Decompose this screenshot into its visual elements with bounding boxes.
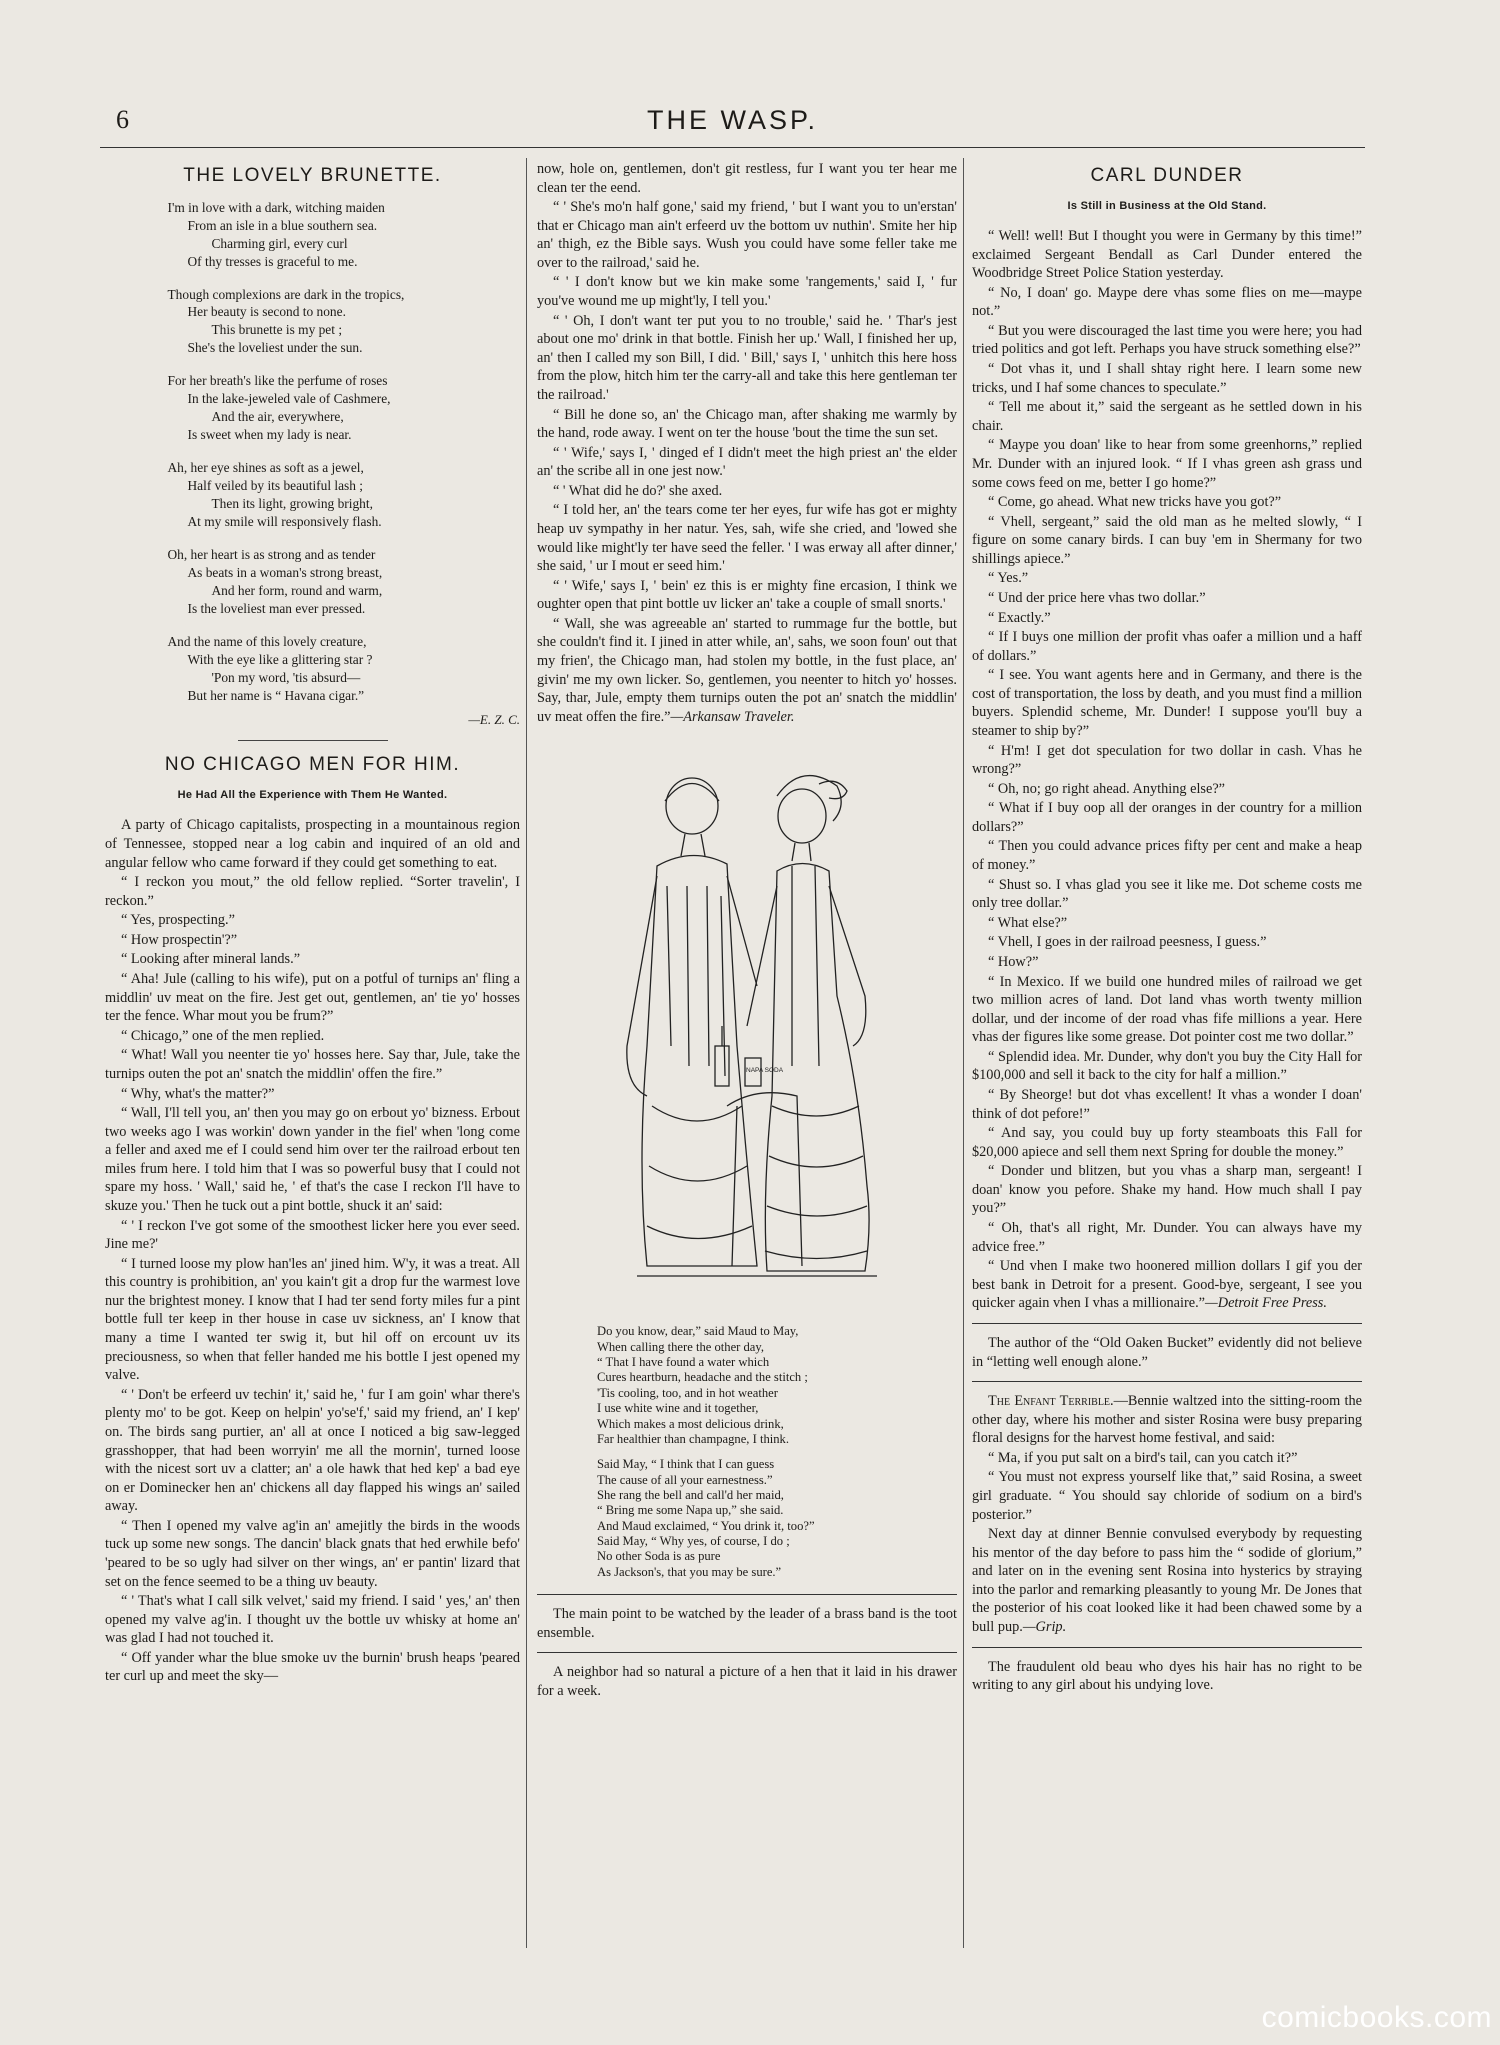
paragraph: “ Ma, if you put salt on a bird's tail, can you catch it?” [988, 1449, 1298, 1466]
article-body-continued [537, 160, 957, 726]
paragraph: “ Wall, she was agreeable an' started to rummage fur the bottle, but she couldn't find it. I jined in atter while, an', sahs, we soon foun' out that my frien', the Chicago man, had stolen my bottle, in the fust place, an' givin' me my own licker. So, gentlemen, you neenter to hitch yo' hosses. Say, thar, Jule, empty them turnips outen the pot an' snatch the middlin' uv meat offen the fire.”—Arkansaw Traveler. [537, 615, 957, 725]
poem-line: Her beauty is second to none. [187, 304, 346, 320]
paragraph: “ Shust so. I vhas glad you see it like me. Dot scheme costs me only tree dollar.” [972, 876, 1362, 912]
poem-line: 'Tis cooling, too, and in hot weather [597, 1385, 778, 1400]
divider [238, 740, 388, 741]
paragraph: “ What if I buy oop all der oranges in der country for a million dollars?” [972, 800, 1362, 835]
paragraph: “ In Mexico. If we build one hundred miles of railroad we get two million acres of land. Dot land vhas worth twenty million dollar, und der income of der road vhas fife millions a year. Here vhas der figures like some grease. Dot pointer cost me two dollar.” [972, 973, 1362, 1046]
column-rule [526, 158, 527, 1948]
paragraph: “ Exactly.” [988, 609, 1051, 626]
poem-line: Though complexions are dark in the tropics, [167, 286, 405, 302]
poem-line: At my smile will responsively flash. [187, 513, 382, 529]
poem-line: Of thy tresses is graceful to me. [187, 253, 358, 269]
source-credit: —Detroit Free Press. [1205, 1295, 1327, 1312]
paragraph: “ Maype you doan' like to hear from some greenhorns,” replied Mr. Dunder with an injured look. “ If I vhas green ash grass und some cows feed on me, better I go home?” [972, 437, 1362, 491]
poem-line: Said May, “ I think that I can guess [597, 1457, 775, 1472]
paragraph: “ Dot vhas it, und I shall shtay right here. I learn some new tricks, und I haf some chances to speculate.” [972, 361, 1362, 396]
poem-line: Which makes a most delicious drink, [597, 1416, 784, 1431]
poem-line: As Jackson's, that you may be sure.” [597, 1564, 782, 1579]
article-body [972, 227, 1362, 1313]
poem-line: This brunette is my pet ; [211, 322, 343, 338]
paragraph: “ How?” [988, 953, 1039, 970]
paragraph: “ I reckon you mout,” the old fellow replied. “Sorter travelin', I reckon.” [105, 874, 520, 909]
poem-line: For her breath's like the perfume of roses [167, 373, 388, 389]
enfant-lead: The Enfant Terrible. [988, 1393, 1114, 1410]
paragraph: “ Und vhen I make two hoonered million dollars I gif you der best bank in Detroit for a present. Good-bye, sergeant, I see you quicker again vhen I vhas a millionaire.”—Detroit Free Press. [972, 1258, 1362, 1312]
paragraph: “ Splendid idea. Mr. Dunder, why don't you buy the City Hall for $100,000 and sell it back to the city for half a million.” [972, 1048, 1362, 1084]
article-title: CARL DUNDER [1090, 165, 1244, 186]
paragraph: “ Oh, that's all right, Mr. Dunder. You can always have my advice free.” [972, 1220, 1362, 1255]
paragraph: “ ' She's mo'n half gone,' said my friend, ' but I want you to un'erstan' that er Chicago man ain't erfeerd uv the bottom uv nuthin'. Smite her hip an' thigh, ez the Bible says. Wush you could have some feller take me over to the railroad,' said he. [537, 199, 957, 271]
divider [972, 1381, 1362, 1382]
column-2 [537, 160, 957, 1950]
paragraph-oaken-bucket: The author of the “Old Oaken Bucket” evidently did not believe in “letting well enough alone.” [972, 1334, 1362, 1370]
poem-line: But her name is “ Havana cigar.” [187, 687, 365, 703]
enfant-first: —Bennie waltzed into the sitting-room the other day, where his mother and sister Rosina were busy preparing floral designs for the harvest home festival, and said: [972, 1393, 1362, 1447]
paragraph: “ Then you could advance prices fifty per cent and make a heap of money.” [972, 838, 1362, 874]
poem-signature: —E. Z. C. [468, 711, 520, 727]
paragraph: “ I told her, an' the tears come ter her eyes, fur wife has got er mighty heap uv sympathy in her natur. Yes, sah, wife she cried, and 'lowed she would like might'ly ter have seed the feller. ' I was erway all after dinner,' she said, ' ur I mout er seed him.' [537, 502, 957, 575]
poem-line: She's the loveliest under the sun. [187, 340, 363, 356]
poem-line: Then its light, growing bright, [211, 496, 373, 512]
stanza [597, 1324, 897, 1447]
paragraph: “ How prospectin'?” [121, 931, 238, 948]
paragraph: now, hole on, gentlemen, don't git restless, fur I want you ter hear me clean ter the eend. [537, 161, 957, 196]
paragraph: “ What else?” [988, 914, 1068, 931]
paragraph: “ No, I doan' go. Maype dere vhas some flies on me—maype not.” [972, 284, 1362, 320]
poem-line: When calling there the other day, [597, 1339, 765, 1354]
paragraph: “ ' Wife,' says I, ' dinged ef I didn't meet the high priest an' the elder an' the scribe all in one jest now.' [537, 444, 957, 480]
page-header [100, 103, 1365, 148]
column-3 [972, 160, 1362, 1950]
stanza [597, 1457, 897, 1580]
poem-line: I use white wine and it together, [597, 1401, 759, 1416]
paragraph [972, 1525, 1362, 1636]
article-body [105, 816, 520, 1686]
poem-line: Is the loveliest man ever pressed. [187, 600, 366, 616]
paragraph: “ And say, you could buy up forty steamboats this Fall for $20,000 apiece and sell them next Spring for double the money.” [972, 1125, 1362, 1160]
paragraph: “ Come, go ahead. What new tricks have you got?” [988, 494, 1282, 511]
divider [537, 1594, 957, 1595]
poem-line: As beats in a woman's strong breast, [187, 564, 383, 580]
article-subtitle: He Had All the Experience with Them He Wanted. [177, 789, 448, 802]
stanza [168, 372, 458, 444]
poem-line: Charming girl, every curl [211, 235, 348, 251]
poem-line: Half veiled by its beautiful lash ; [187, 478, 364, 494]
poem-title: THE LOVELY BRUNETTE. [183, 165, 442, 186]
paragraph: “ By Sheorge! but dot vhas excellent! It vhas a wonder I doan' think of dot pefore!” [972, 1087, 1362, 1122]
paragraph: “ ' Don't be erfeerd uv techin' it,' said he, ' fur I am goin' whar there's plenty mo' to be got. Keep on helpin' yo'se'f,' said my friend, an' I kep' on. The birds sang purtier, an' all at once I noticed a big saw-legged grasshopper, that had been worryin' me all the mornin', turned loose with the nicest sort uv a clatter; an' a ole hawk that hed kep' a bad eye on er Dominecker hen an' chickens all day flapped his wings an' sailed away. [105, 1386, 520, 1515]
paragraph: “ Wall, I'll tell you, an' then you may go on erbout yo' bizness. Erbout two weeks ago I was workin' down yander in the fiel' when 'long come a feller and axed me ef I could send him over ter the railroad erbout ten miles frum here. I told him that I was so powerful busy that I could not spare my hoss. ' Wall,' said he, ' ef that's the case I reckon I'll have to skuze you.' Then he tuck out a pint bottle, shuck it an' said: [105, 1105, 520, 1214]
divider [972, 1323, 1362, 1324]
paragraph: “ Oh, no; go right ahead. Anything else?” [988, 780, 1226, 797]
poem-lovely-brunette [168, 199, 458, 705]
paragraph: “ If I buys one million der profit vhas oafer a million und a haff of dollars.” [972, 629, 1362, 664]
paragraph: “ Then I opened my valve ag'in an' amejitly the birds in the woods tuck up some new songs. The dancin' black gnats that hed erwhile befo' 'peared to be so ugly had silver on ther wings, an' er pantin' lizard that set on the fence seemed to be a thing uv beauty. [105, 1517, 520, 1590]
poem-line: With the eye like a glittering star ? [187, 651, 373, 667]
paragraph: “ Looking after mineral lands.” [121, 951, 301, 968]
poem-line: Is sweet when my lady is near. [187, 427, 352, 443]
stanza [168, 199, 458, 271]
poem-line: “ Bring me some Napa up,” she said. [597, 1503, 784, 1518]
paragraph: “ ' That's what I call silk velvet,' said my friend. I said ' yes,' an' then opened my valve ag'in. I thought uv the bottle uv whisky at home an' was glad I had not touched it. [105, 1593, 520, 1647]
paragraph: A party of Chicago capitalists, prospecting in a mountainous region of Tennessee, stopped near a log cabin and inquired of an old and angular fellow who came forward if they could get something to eat. [105, 817, 520, 871]
poem-line: Do you know, dear,” said Maud to May, [597, 1324, 799, 1339]
paragraph: “ ' What did he do?' she axed. [553, 482, 723, 499]
paragraph: “ Vhell, I goes in der railroad peesness, I guess.” [988, 934, 1267, 951]
paragraph-beau: The fraudulent old beau who dyes his hair has no right to be writing to any girl about his undying love. [972, 1658, 1362, 1694]
paragraph: “ But you were discouraged the last time you were here; you had tried politics and got left. Perhaps you have struck something else?” [972, 322, 1362, 358]
paragraph: “ Tell me about it,” said the sergeant as he settled down in his chair. [972, 399, 1362, 434]
paragraph-text: Next day at dinner Bennie convulsed everybody by requesting his mentor of the day before to pass him the “ sodide of glorium,” and later on in the evening sent Rosina into hysterics by straying into the parlor and remarking pleasantly to young Mr. De Jones that the posterior of his coat looked like it had been chawed some by a bull pup. [972, 1526, 1362, 1636]
poem-line: Oh, her heart is as strong and as tender [167, 546, 376, 562]
poem-line: “ That I have found a water which [597, 1355, 770, 1370]
paragraph: “ Aha! Jule (calling to his wife), put on a potful of turnips an' fling a middlin' uv meat on the fire. Jest get out, gentlemen, an' tie yo' hosses ter the fence. Whar mout you be frum?” [105, 971, 520, 1025]
poem-line: And the name of this lovely creature, [167, 633, 367, 649]
column-1 [105, 160, 520, 1950]
stanza [168, 459, 458, 531]
paragraph: “ Off yander whar the blue smoke uv the burnin' brush heaps 'peared ter curl up and meet the sky— [105, 1649, 520, 1685]
paragraph: “ Yes.” [988, 570, 1029, 587]
poem-line: Cures heartburn, headache and the stitch ; [597, 1370, 808, 1385]
paragraph: “ Chicago,” one of the men replied. [121, 1027, 325, 1044]
paragraph: “ I turned loose my plow han'les an' jined him. W'y, it was a treat. All this country is prohibition, an' you kain't git a drop fur the warmest love nur the brightest money. I know that I had ter send forty miles fur a pint bottle full ter keep in ther house in case uv sickness, an' I know that many a time I wanted ter swig it, but hil off on ercount uv its preciousness, so when that feller handed me his bottle I jest opened my valve. [105, 1255, 520, 1384]
stanza [168, 286, 458, 358]
poem-line: Ah, her eye shines as soft as a jewel, [167, 460, 364, 476]
poem-line: Far healthier than champagne, I think. [597, 1431, 789, 1446]
paragraph: “ Yes, prospecting.” [121, 912, 235, 929]
poem-line: 'Pon my word, 'tis absurd— [211, 669, 361, 685]
paragraph: “ ' Oh, I don't want ter put you to no trouble,' said he. ' Thar's jest about one mo' drink in that bottle. Finish her up.' Wall, I finished her up, an' then I called my son Bill, I did. ' Bill,' says I, ' unhitch this here hoss from the plow, hitch him ter the carry-all and take this here gentleman ter the railroad.' [537, 312, 957, 403]
paragraph: “ Donder und blitzen, but you vhas a sharp man, sergeant! I doan' know you pefore. Shake my hand. How much shall I pay you?” [972, 1163, 1362, 1217]
poem-line: And the air, everywhere, [211, 409, 344, 425]
two-ladies-illustration [597, 746, 897, 1306]
paragraph: “ ' Wife,' says I, ' bein' ez this is er mighty fine ercasion, I think we oughter open that pint bottle uv licker an' take a couple of small snorts.' [537, 577, 957, 613]
poem-line: No other Soda is as pure [597, 1549, 721, 1564]
paragraph-enfant-terrible [972, 1392, 1362, 1448]
divider [972, 1647, 1362, 1648]
paragraph: “ ' I don't know but we kin make some 'rangements,' said I, ' fur you've wound me up might'ly, I tell you.' [537, 274, 957, 310]
poem-line: In the lake-jeweled vale of Cashmere, [187, 391, 391, 407]
paragraph: “ Well! well! But I thought you were in Germany by this time!” exclaimed Sergeant Bendall as Carl Dunder entered the Woodbridge Street Police Station yesterday. [972, 227, 1362, 282]
poem-line: And her form, round and warm, [211, 582, 383, 598]
page-number: 6 [116, 105, 129, 134]
watermark: comicbooks.com [1261, 2001, 1492, 2034]
poem-line: The cause of all your earnestness.” [597, 1472, 773, 1487]
stanza [168, 633, 458, 705]
bottle-label: NAPA SODA [746, 1067, 784, 1075]
poem-line: She rang the bell and call'd her maid, [597, 1487, 784, 1502]
paragraph: “ Why, what's the matter?” [121, 1085, 275, 1102]
joke-hen: A neighbor had so natural a picture of a hen that it laid in his drawer for a week. [537, 1664, 957, 1699]
poem-line: Said May, “ Why yes, of course, I do ; [597, 1534, 790, 1549]
paragraph: “ Und der price here vhas two dollar.” [988, 589, 1206, 606]
divider [537, 1652, 957, 1653]
source-credit: —Grip. [1022, 1619, 1067, 1636]
poem-line: From an isle in a blue southern sea. [187, 217, 378, 233]
poem-line: And Maud exclaimed, “ You drink it, too?” [597, 1518, 815, 1533]
paragraph: “ You must not express yourself like that,” said Rosina, a sweet girl graduate. “ You should say chloride of sodium on a bird's posterior.” [972, 1469, 1362, 1523]
paragraph: “ What! Wall you neenter tie yo' hosses here. Say thar, Jule, take the turnips outen the pot an' snatch the middlin' offen the fire.” [105, 1047, 520, 1082]
source-credit: —Arkansaw Traveler. [670, 708, 795, 725]
paragraph: “ ' I reckon I've got some of the smoothest licker here you ever seed. Jine me?' [105, 1217, 520, 1253]
joke-brass-band: The main point to be watched by the leader of a brass band is the toot ensemble. [537, 1606, 957, 1641]
poem-napa-soda [597, 1324, 897, 1580]
paragraph: “ H'm! I get dot speculation for two dollar in cash. Vhas he wrong?” [972, 742, 1362, 778]
paragraph: “ Bill he done so, an' the Chicago man, after shaking me warmly by the hand, rode away. I went on ter the house 'bout the time the sun set. [537, 406, 957, 442]
paragraph: “ Vhell, sergeant,” said the old man as he melted slowly, “ I figure on some canary birds. I can buy 'em in Shermany for two shillings apiece.” [972, 513, 1362, 567]
masthead-title: THE WASP. [646, 105, 819, 135]
article-subtitle: Is Still in Business at the Old Stand. [1067, 199, 1267, 212]
paragraph: “ I see. You want agents here and in Germany, and there is the cost of transportation, the loss by death, and you must find a million buyers. Splendid scheme, Mr. Dunder! I suppose you'll buy a steamer to ship by?” [972, 667, 1362, 740]
stanza [168, 546, 458, 618]
poem-line: I'm in love with a dark, witching maiden [167, 199, 385, 215]
column-rule [963, 158, 964, 1948]
article-title: NO CHICAGO MEN FOR HIM. [164, 754, 461, 776]
